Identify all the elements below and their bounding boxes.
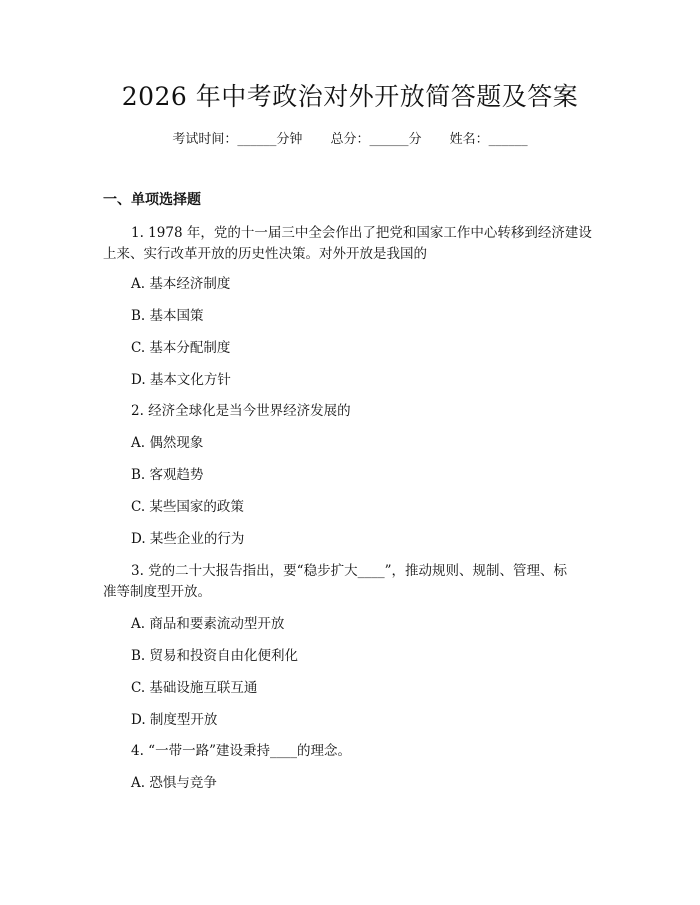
section-heading: 一、单项选择题 — [103, 192, 201, 208]
question-3-option-a: A. 商品和要素流动型开放 — [131, 616, 285, 632]
question-2-option-d: D. 某些企业的行为 — [131, 531, 245, 547]
document-title: 2026 年中考政治对外开放简答题及答案 — [121, 82, 579, 111]
question-1-option-b: B. 基本国策 — [131, 308, 204, 324]
question-3-stem: 3. 党的二十大报告指出，要“稳步扩大____”，推动规则、规制、管理、标 — [131, 563, 567, 579]
exam-time-field: 考试时间：______分钟 — [172, 132, 303, 147]
question-2-option-a: A. 偶然现象 — [131, 435, 204, 451]
question-2-stem: 2. 经济全球化是当今世界经济发展的 — [131, 403, 351, 419]
total-score-field: 总分：______分 — [330, 132, 422, 147]
question-2-option-c: C. 某些国家的政策 — [131, 499, 244, 515]
exam-info — [0, 130, 700, 150]
question-2-option-b: B. 客观趋势 — [131, 467, 204, 483]
question-4-option-a: A. 恐惧与竞争 — [131, 775, 217, 791]
question-3-option-d: D. 制度型开放 — [131, 712, 218, 728]
question-4-stem: 4. “一带一路”建设秉持____的理念。 — [131, 743, 351, 759]
question-1-stem: 1. 1978 年，党的十一届三中全会作出了把党和国家工作中心转移到经济建设 — [131, 225, 592, 241]
question-1-stem-continued: 上来、实行改革开放的历史性决策。对外开放是我国的 — [103, 246, 427, 262]
question-1-option-a: A. 基本经济制度 — [131, 276, 231, 292]
question-1-option-d: D. 基本文化方针 — [131, 372, 231, 388]
student-name-field: 姓名：______ — [449, 132, 528, 147]
question-1-option-c: C. 基本分配制度 — [131, 340, 231, 356]
question-3-option-c: C. 基础设施互联互通 — [131, 680, 258, 696]
question-3-stem-continued: 准等制度型开放。 — [103, 584, 211, 600]
question-3-option-b: B. 贸易和投资自由化便利化 — [131, 648, 299, 664]
